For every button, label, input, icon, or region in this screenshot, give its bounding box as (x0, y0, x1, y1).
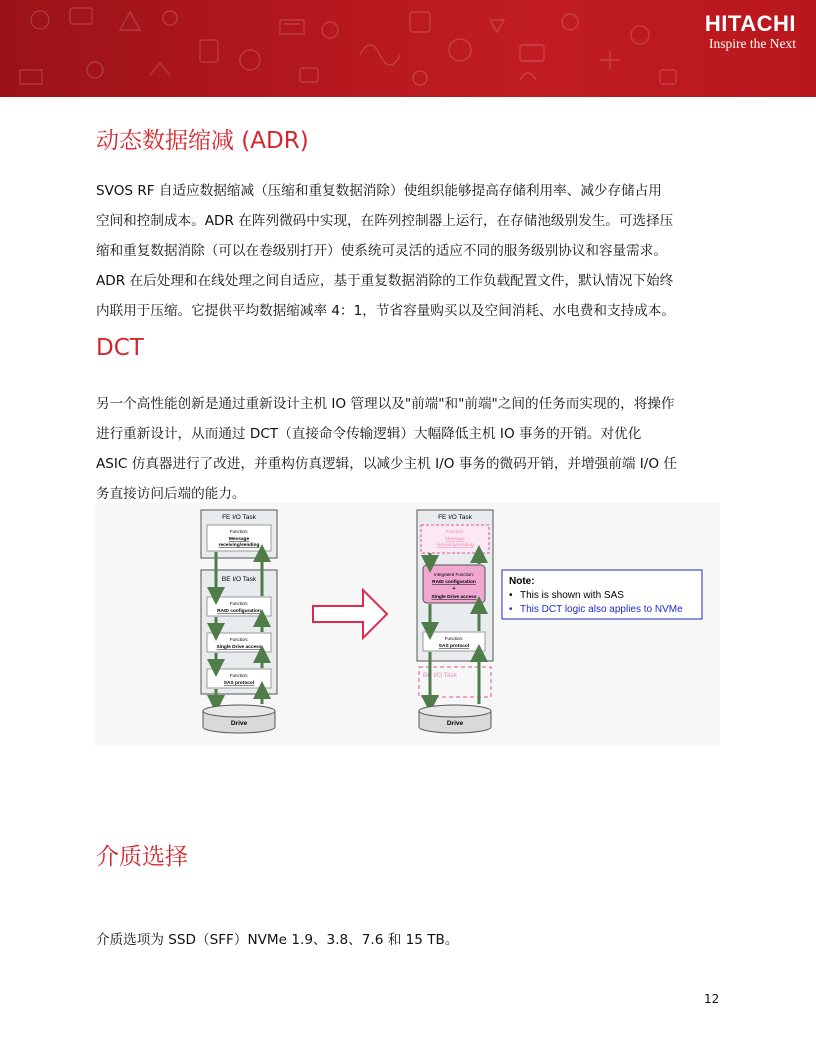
section-title-adr: 动态数据缩减 (ADR) (96, 128, 309, 154)
right-fe-func-1: Function: (445, 529, 465, 534)
dct-diagram (95, 503, 720, 746)
hitachi-logo (705, 12, 796, 51)
transition-arrow-icon (313, 590, 387, 638)
header-banner (0, 0, 816, 97)
dct-diagram-svg (95, 503, 720, 746)
right-fe-func-2: Message (445, 537, 465, 542)
left-be-task-label: BE I/O Task (221, 576, 257, 583)
media-paragraph (96, 925, 720, 955)
adr-line-1: SVOS RF 自适应数据缩减（压缩和重复数据消除）使组织能够提高存储利用率、减少存储占用 (96, 183, 662, 199)
adr-line-3: 缩和重复数据消除（可以在卷级别打开）使系统可灵活的适应不同的服务级别协议和容量需求。 (96, 243, 667, 259)
right-fe-func-3: receiving/sending (436, 543, 474, 548)
adr-line-2: 空间和控制成本。ADR 在阵列微码中实现，在阵列控制器上运行，在存储池级别发生。可选择压 (96, 213, 674, 229)
dct-line-2: 进行重新设计，从而通过 DCT（直接命令传输逻辑）大幅降低主机 IO 事务的开销。对优化 (96, 426, 642, 442)
note-title: Note: (509, 576, 535, 587)
left-fe-func-1: Function: (229, 529, 249, 534)
left-sas-2: SAS protocol (223, 681, 255, 686)
adr-line-4: ADR 在后处理和在线处理之间自适应，基于重复数据消除的工作负载配置文件，默认情况下始终 (96, 273, 674, 289)
left-sas-1: Function: (229, 673, 249, 678)
note-bullet-2-marker: • (509, 604, 513, 615)
note-bullet-1-marker: • (509, 590, 513, 601)
left-fe-func-2: Message (228, 537, 250, 542)
right-fe-task-label: FE I/O Task (438, 514, 472, 521)
brand-name: HITACHI (704, 11, 796, 36)
note-item-1: This is shown with SAS (520, 590, 624, 601)
right-sas-1: Function: (444, 636, 464, 641)
adr-line-5: 内联用于压缩。它提供平均数据缩减率 4：1，节省容量购买以及空间消耗、水电费和支持成本。 (96, 303, 675, 319)
left-sdrive-2: Single Drive access (216, 645, 262, 650)
right-drive-label: Drive (446, 720, 464, 727)
right-be-task-label: BE I/O Task (422, 672, 458, 679)
right-drive-cylinder (419, 705, 491, 733)
left-fe-func-3: receiving/sending (218, 543, 260, 548)
left-drive-label: Drive (230, 720, 248, 727)
right-int-1: Integrated Function: (433, 572, 475, 577)
dct-line-4: 务直接访问后端的能力。 (96, 486, 246, 502)
dct-paragraph (96, 389, 720, 509)
right-int-3: + (452, 586, 456, 592)
note-item-2: This DCT logic also applies to NVMe (520, 604, 683, 615)
left-raid-1: Function: (229, 601, 249, 606)
right-int-2: RAID configuration (432, 580, 476, 585)
left-raid-2: RAID configuration (217, 609, 261, 614)
left-drive-cylinder (203, 705, 275, 733)
adr-paragraph (96, 176, 720, 326)
banner-icon-pattern (0, 0, 816, 97)
dct-line-1: 另一个高性能创新是通过重新设计主机 IO 管理以及"前端"和"前端"之间的任务而实现的，将操作 (96, 396, 675, 412)
left-fe-task-label: FE I/O Task (222, 514, 256, 521)
right-int-4: Single Drive access (431, 595, 477, 600)
section-title-dct: DCT (96, 335, 144, 361)
right-sas-2: SAS protocol (438, 644, 470, 649)
page-number: 12 (704, 992, 720, 1006)
left-sdrive-1: Function: (229, 637, 249, 642)
media-line-1: 介质选项为 SSD（SFF）NVMe 1.9、3.8、7.6 和 15 TB。 (96, 932, 459, 948)
brand-tagline: Inspire the Next (709, 36, 796, 51)
dct-line-3: ASIC 仿真器进行了改进，并重构仿真逻辑，以减少主机 I/O 事务的微码开销，并增强前端 I/O 任 (96, 456, 677, 472)
section-title-media: 介质选择 (96, 844, 188, 870)
